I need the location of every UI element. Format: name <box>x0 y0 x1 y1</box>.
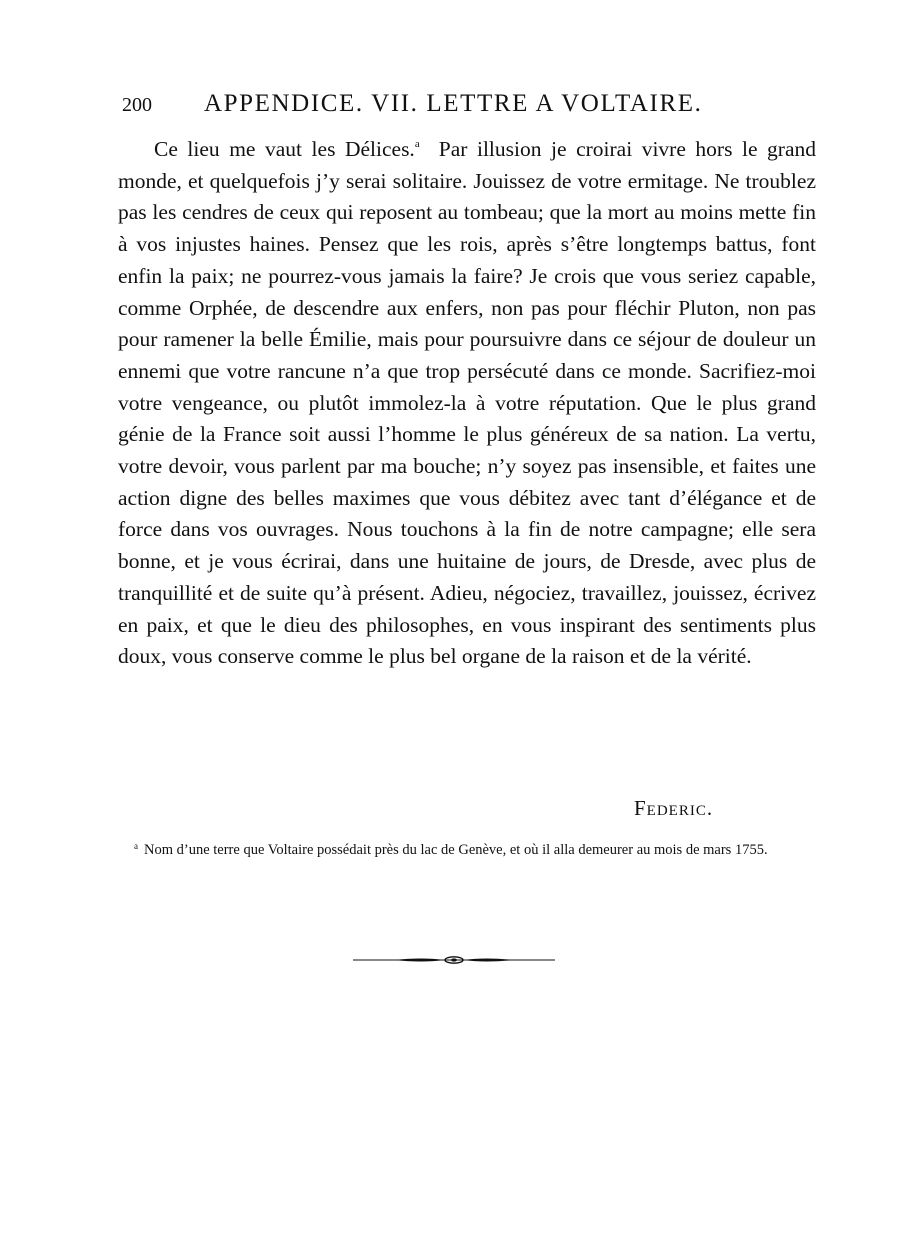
footnote-label: a <box>134 841 138 851</box>
running-title: APPENDICE. VII. LETTRE A VOLTAIRE. <box>204 90 703 117</box>
letter-text: Par illusion je croirai vivre hors le grand monde, et quelquefois j’y serai solitaire. Jouissez de votre ermitage. Ne troublez pas les cendres de ceux qui reposent au tombeau; que la mort au moins mette fin à vos injustes haines. Pensez que les rois, après s’être longtemps battus, font enfin la paix; ne pourrez-vous jamais la faire? Je crois que vous seriez capable, comme Orphée, de descendre aux enfers, non pas pour fléchir Pluton, non pas pour ramener la belle Émilie, mais pour poursuivre dans ce séjour de douleur un ennemi que votre rancune n’a que trop persécuté dans ce monde. Sacrifiez-moi votre vengeance, ou plutôt immolez-la à votre réputation. Que le plus grand génie de la France soit aussi l’homme le plus généreux de sa nation. La vertu, votre devoir, vous parlent par ma bouche; n’y soyez pas insensible, et faites une action digne des belles maximes que vous débitez avec tant d’élégance et de force dans vos ouvrages. Nous touchons à la fin de notre campagne; elle sera bonne, et je vous écrirai, dans une huitaine de jours, de Dresde, avec plus de tranquillité et de suite qu’à présent. Adieu, négociez, travaillez, jouissez, écrivez en paix, et que le dieu des philosophes, en vous inspirant des sentiments plus doux, vous conserve comme le plus bel organe de la raison et de la vérité. <box>118 137 816 669</box>
footnote-text: Nom d’une terre que Voltaire possédait près du lac de Genève, et où il alla demeurer au mois de mars 1755. <box>144 842 768 858</box>
running-head <box>122 90 742 122</box>
ornamental-rule-icon <box>353 950 555 970</box>
letter-body <box>118 134 816 673</box>
footnote-reference[interactable]: a <box>414 138 420 150</box>
signature: Federic. <box>634 796 714 820</box>
page-number: 200 <box>122 94 152 116</box>
letter-opening: Ce lieu me vaut les Délices. <box>154 137 415 161</box>
letter-paragraph <box>118 134 816 673</box>
footnote <box>110 840 810 861</box>
